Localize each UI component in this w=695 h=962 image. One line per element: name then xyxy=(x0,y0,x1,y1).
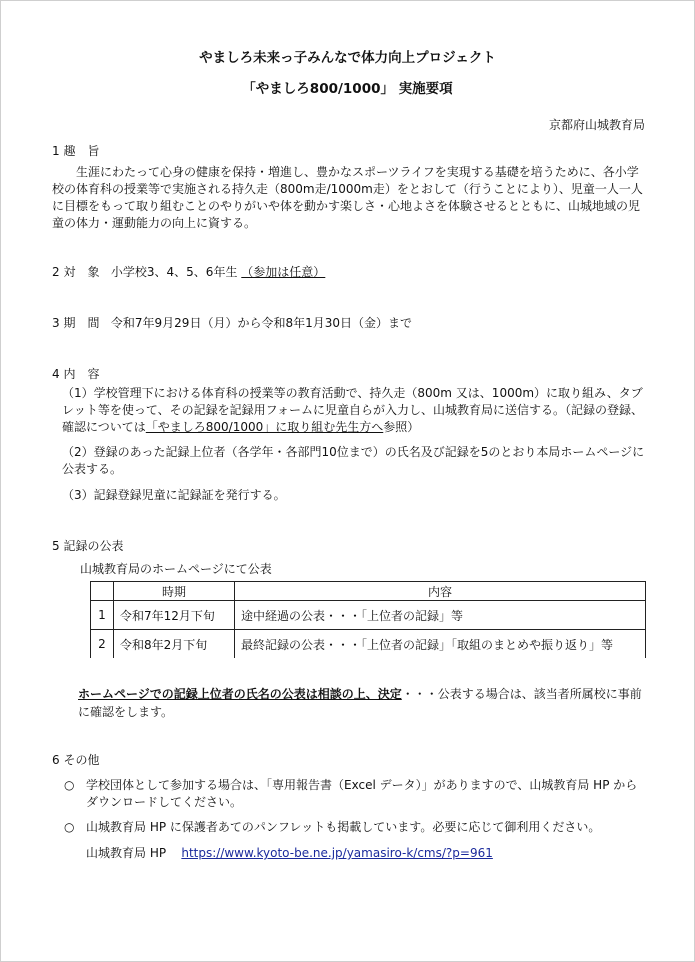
table-cell-time: 令和8年2月下旬 xyxy=(114,630,235,659)
table-row xyxy=(91,630,646,659)
section-5-heading: 5 記録の公表 xyxy=(52,539,124,553)
section-1-heading: 1 趣 旨 xyxy=(52,144,100,158)
table-header-num xyxy=(91,582,114,601)
table-cell-content: 最終記録の公表・・・「上位者の記録」「取組のまとめや振り返り」等 xyxy=(235,630,646,659)
section-2-body: 小学校3、4、5、6年生 xyxy=(110,265,238,279)
section-6-bullet-1: 学校団体として参加する場合は、「専用報告書（Excel データ）」がありますので、山城教育局 HP からダウンロードしてください。 xyxy=(86,778,638,809)
section-4-item-2: （2）登録のあった記録上位者（各学年・各部門10位まで）の氏名及び記録を5のとおり本局ホームページに公表する。 xyxy=(62,445,645,476)
document-subtitle: 「やましろ800/1000」 実施要項 xyxy=(242,81,453,97)
section-4-heading: 4 内 容 xyxy=(52,367,100,381)
section-4-item-1 xyxy=(62,385,646,436)
section-4-item-1-text: （1）学校管理下における体育科の授業等の教育活動で、持久走（800m 又は、1000m）に取り組み、タブレット等を使って、その記録を記録用フォームに児童自らが入力し、山城教育局に送信する。（記録の登録、確認については xyxy=(62,386,644,434)
section-3-body: 令和7年9月29日（月）から令和8年1月30日（金）まで xyxy=(110,316,412,330)
table-cell-num: 2 xyxy=(91,630,114,659)
publication-schedule-table xyxy=(90,581,646,658)
hp-line xyxy=(86,845,493,861)
hp-url-link[interactable]: https://www.kyoto-be.ne.jp/yamasiro-k/cms/?p=961 xyxy=(181,846,493,860)
section-2-line xyxy=(52,264,325,280)
issuer: 京都府山城教育局 xyxy=(548,118,645,132)
teachers-guide-link[interactable]: 「やましろ800/1000」に取り組む先生方へ xyxy=(145,420,384,434)
bullet-circle-icon: ○ xyxy=(64,778,75,792)
publication-notice-bold: ホームページでの記録上位者の氏名の公表は相談の上、決定 xyxy=(78,687,402,701)
publication-notice-rest: ・・・公表する場合は、該当者所属校に事前に確認をします。 xyxy=(78,687,642,719)
table-header-time: 時期 xyxy=(114,582,235,601)
section-3-heading: 3 期 間 xyxy=(52,316,100,330)
bullet-circle-icon: ○ xyxy=(64,820,75,834)
section-4-item-1-tail: 参照） xyxy=(383,420,420,434)
table-header-row xyxy=(91,582,646,601)
section-4-item-3: （3）記録登録児童に記録証を発行する。 xyxy=(62,488,286,502)
section-6-bullet-2: 山城教育局 HP に保護者あてのパンフレットも掲載しています。必要に応じて御利用ください。 xyxy=(86,820,601,834)
section-1-body: 生涯にわたって心身の健康を保持・増進し、豊かなスポーツライフを実現する基礎を培うために、各小学校の体育科の授業等で実施される持久走（800m走/1000m走）をとおして（行うことにより）、児童一人一人に目標をもって取り組むことのやりがいや体を動かす楽しさ・心地よさを体験させるとともに、山城地域の児童の体力・運動能力の向上に資する。 xyxy=(52,165,643,230)
table-cell-content: 途中経過の公表・・・「上位者の記録」等 xyxy=(235,601,646,630)
table-row xyxy=(91,601,646,630)
table-cell-time: 令和7年12月下旬 xyxy=(114,601,235,630)
section-2-note: （参加は任意） xyxy=(241,265,326,279)
section-2-heading: 2 対 象 xyxy=(52,265,100,279)
table-header-content: 内容 xyxy=(235,582,646,601)
section-6-heading: 6 その他 xyxy=(52,753,100,767)
hp-label: 山城教育局 HP xyxy=(86,846,167,860)
section-3-line xyxy=(52,315,412,331)
section-5-lead: 山城教育局のホームページにて公表 xyxy=(80,562,272,576)
table-cell-num: 1 xyxy=(91,601,114,630)
publication-notice xyxy=(78,685,646,721)
document-title: やましろ未来っ子みんなで体力向上プロジェクト xyxy=(199,50,496,66)
